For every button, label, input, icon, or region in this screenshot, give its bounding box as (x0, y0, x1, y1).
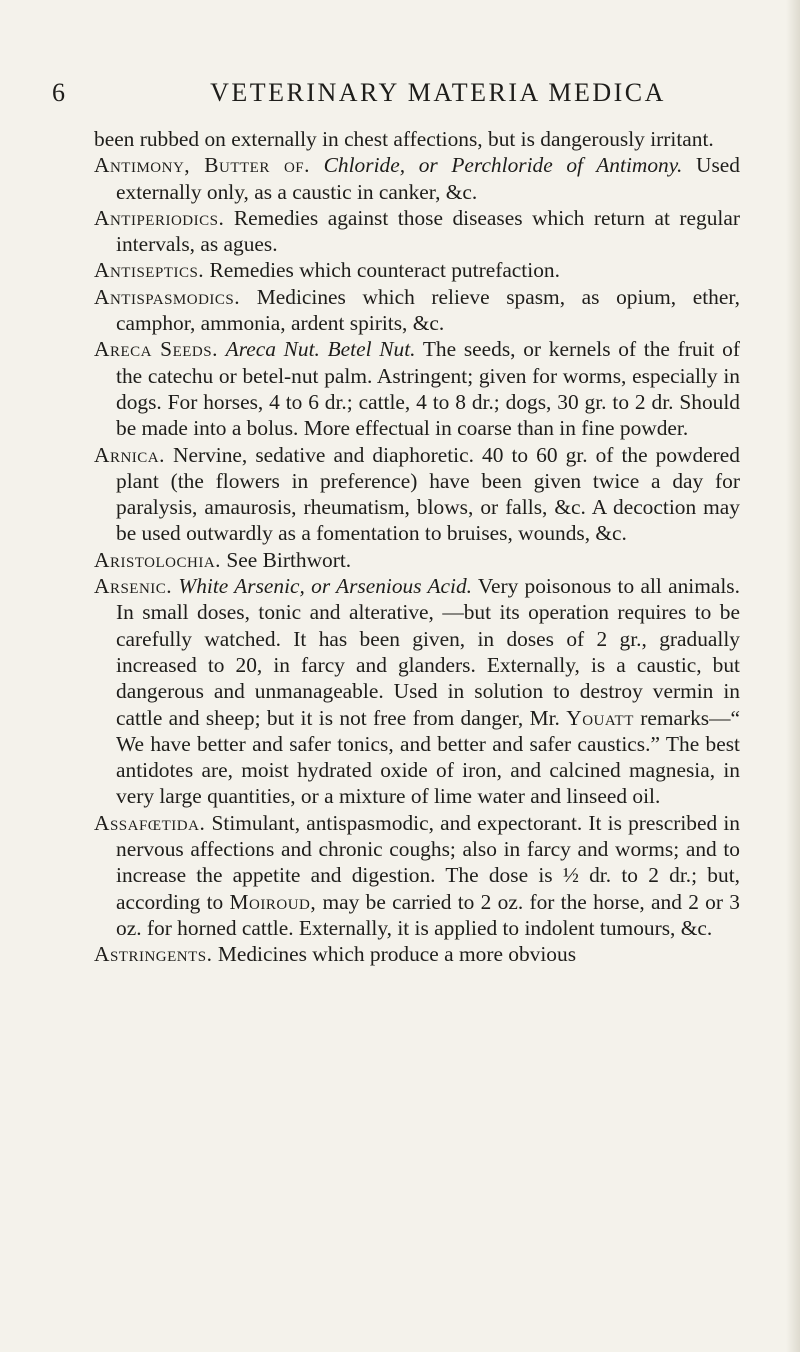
entry-text: Used externally only, as a caustic in canker, &c. (116, 153, 740, 204)
entry-text: The seeds, or kernels of the fruit of the catechu or betel-nut palm. Astringent; given for worms, especially in dogs. For horses, 4 to 6 dr.; cattle, 4 to 8 dr.; dogs, 30 gr. to 2 dr. Should be made into a bolus. More effectual in coarse than in fine powder. (116, 337, 740, 441)
entry-text: Remedies which counteract putrefaction. (209, 258, 560, 283)
synonyms: Areca Nut. Betel Nut. (225, 337, 416, 362)
cited-author: Moiroud, (229, 889, 317, 914)
entry-antispasmodics (94, 284, 740, 337)
continuation-text: been rubbed on externally in chest affections, but is dangerously irritant. (94, 127, 714, 151)
synonyms: White Arsenic, or Arsenious Acid. (178, 574, 472, 599)
entry-continuation (94, 126, 740, 152)
synonyms: Chloride, or Perchloride of Antimony. (323, 153, 683, 178)
entry-antiperiodics (94, 205, 740, 258)
headword: Arnica. (94, 442, 165, 467)
entry-text: Remedies against those diseases which return at regular intervals, as agues. (116, 205, 740, 257)
entry-text: See Birthwort. (226, 547, 352, 572)
running-title: VETERINARY MATERIA MEDICA (210, 78, 666, 107)
entry-assafoetida (94, 810, 740, 941)
page-number: 6 (52, 78, 65, 107)
headword: Assafœtida. (94, 810, 206, 835)
headword: Astringents. (94, 942, 213, 967)
headword: Antimony, Butter of. (94, 153, 311, 178)
entry-arsenic (94, 573, 740, 810)
entry-astringents (94, 941, 740, 967)
headword: Antiseptics. (94, 258, 205, 283)
entry-antimony-butter (94, 152, 740, 205)
entry-text: Nervine, sedative and diaphoretic. 40 to 60 gr. of the powdered plant (the flowers in preference) have been given twice a day for paralysis, amaurosis, rheumatism, blows, or falls, &c. A decoction may be used outwardly as a fomentation to bruises, wounds, &c. (116, 442, 740, 546)
dictionary-text (94, 126, 740, 968)
name-prefix: Mr. (529, 705, 560, 730)
entry-aristolochia (94, 547, 740, 573)
running-head (52, 76, 756, 110)
entry-text: Medicines which produce a more obvious (217, 942, 577, 967)
entry-arnica (94, 442, 740, 547)
headword: Antispasmodics. (94, 284, 241, 309)
entry-areca-seeds (94, 336, 740, 441)
headword: Aristolochia. (94, 547, 222, 572)
entry-antiseptics (94, 257, 740, 283)
entry-text-continued: remarks—“ We have better and safer tonics, and better and safer caustics.” The best antidotes are, moist hydrated oxide of iron, and calcined magnesia, in very large quantities, or a mixture of lime water and linseed oil. (116, 705, 740, 809)
entry-text: Medicines which relieve spasm, as opium, ether, camphor, ammonia, ardent spirits, &c. (116, 284, 740, 336)
entry-text: Stimulant, antispasmodic, and expectorant. It is prescribed in nervous affections and chronic coughs; also in farcy and worms; and to increase the appetite and digestion. The dose is ½ dr. to 2 dr.; but, according to (116, 810, 740, 914)
entry-text: Very poisonous to all animals. In small doses, tonic and alterative, —but its operation requires to be carefully watched. It has been given, in doses of 2 gr., gradually increased to 20, in farcy and glanders. Externally, is a caustic, but dangerous and unmanageable. Used in solution to destroy vermin in cattle and sheep; but it is not free from danger, (116, 574, 740, 730)
headword: Antiperiodics. (94, 205, 225, 230)
headword: Areca Seeds. (94, 337, 218, 362)
headword: Arsenic. (94, 574, 173, 599)
entry-text-continued: may be carried to 2 oz. for the horse, and 2 or 3 oz. for horned cattle. Externally, it is applied to indolent tumours, &c. (116, 889, 740, 940)
page-edge-shadow (786, 0, 800, 1352)
cited-author: Youatt (566, 705, 634, 730)
